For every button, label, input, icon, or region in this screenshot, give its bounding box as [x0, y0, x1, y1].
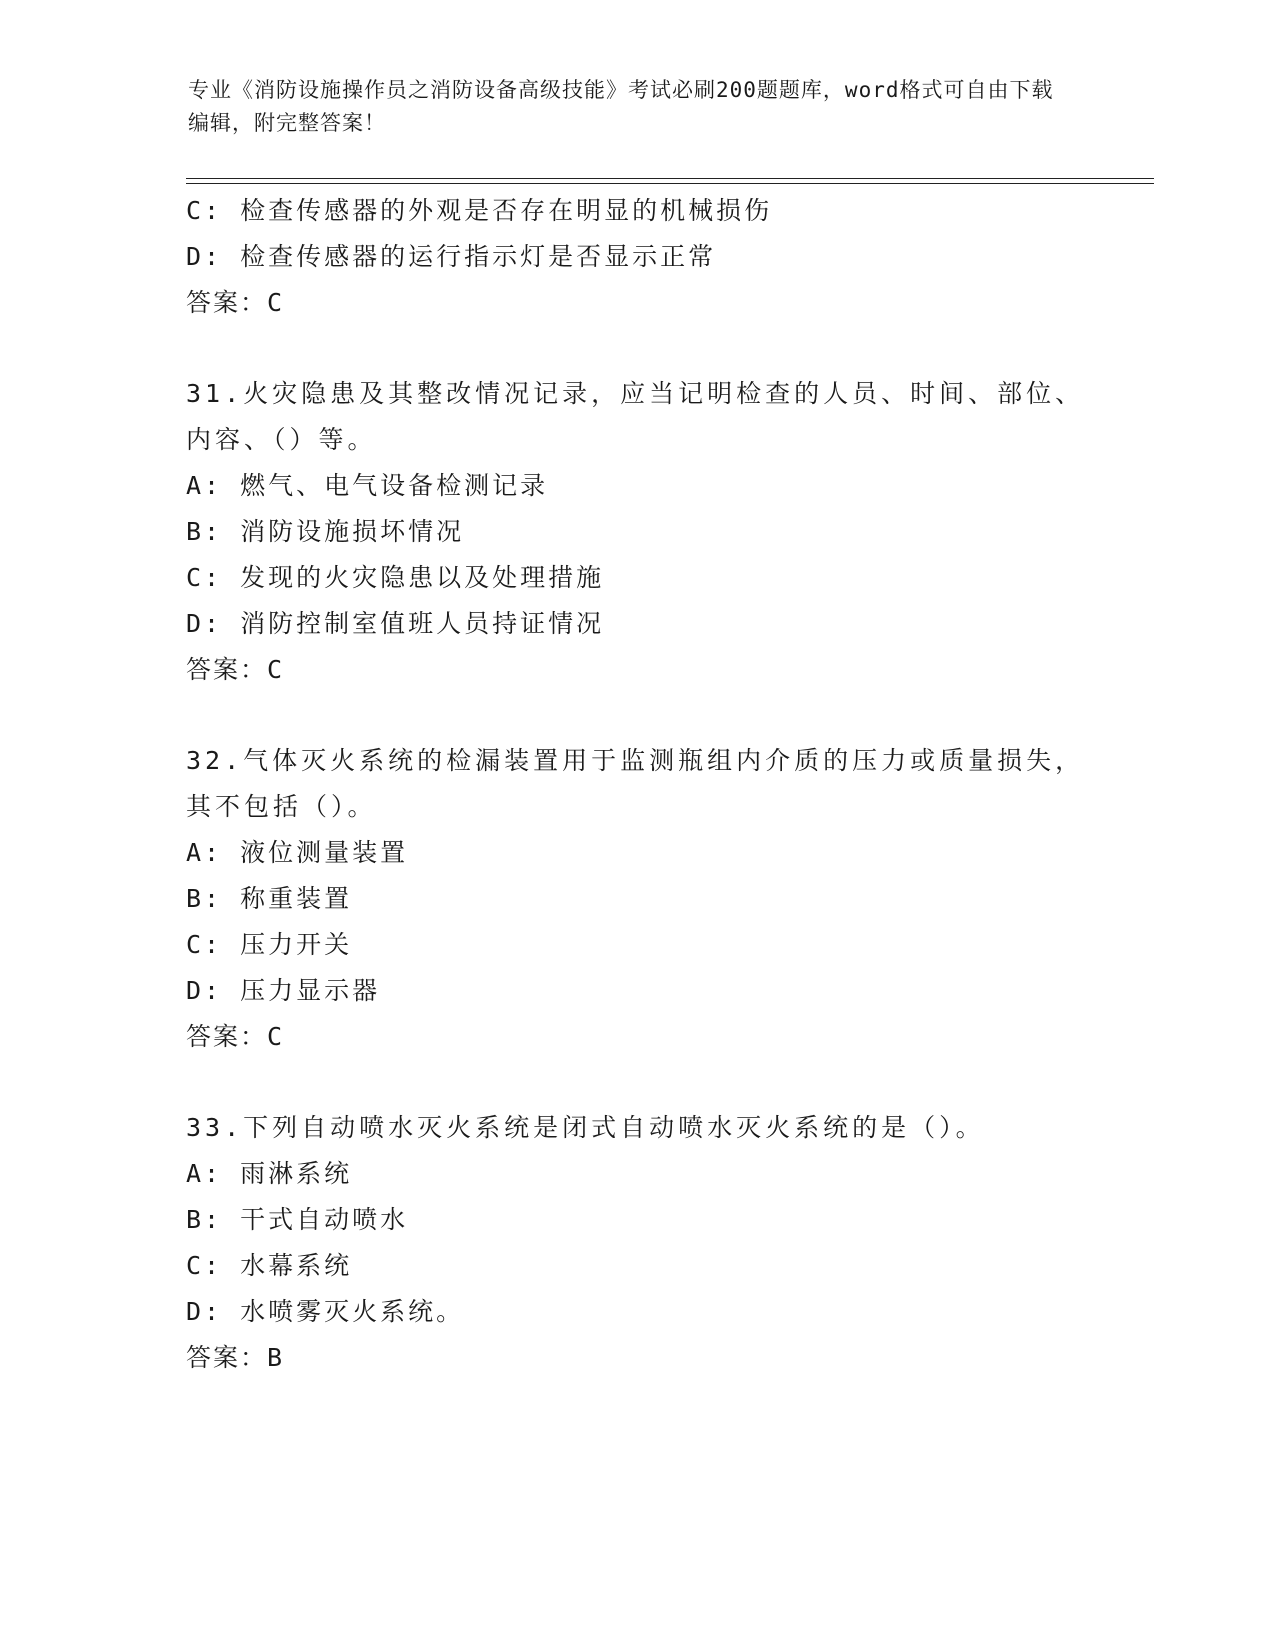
question-31	[186, 371, 1086, 693]
header-divider-bottom	[186, 183, 1154, 184]
answer-line: 答案：C	[186, 288, 285, 317]
question-33	[186, 1105, 1086, 1381]
question-32	[186, 738, 1086, 1060]
option-a: A: 燃气、电气设备检测记录	[186, 471, 549, 500]
option-b: B: 称重装置	[186, 884, 353, 913]
answer-line: 答案：B	[186, 1343, 285, 1372]
option-d: D: 水喷雾灭火系统。	[186, 1297, 465, 1326]
answer-line: 答案：C	[186, 1022, 285, 1051]
option-c: C: 发现的火灾隐患以及处理措施	[186, 563, 605, 592]
answer-line: 答案：C	[186, 655, 285, 684]
question-text: 33.下列自动喷水灭火系统是闭式自动喷水灭火系统的是（）。	[186, 1113, 985, 1142]
option-d: D: 消防控制室值班人员持证情况	[186, 609, 605, 638]
previous-question-tail	[186, 188, 1086, 326]
option-a: A: 液位测量装置	[186, 838, 409, 867]
option-c: C: 检查传感器的外观是否存在明显的机械损伤	[186, 196, 773, 225]
option-c: C: 水幕系统	[186, 1251, 353, 1280]
option-b: B: 消防设施损坏情况	[186, 517, 465, 546]
question-text: 32.气体灭火系统的检漏装置用于监测瓶组内介质的压力或质量损失，其不包括（）。	[186, 746, 1085, 821]
document-body	[186, 188, 1086, 1381]
option-d: D: 压力显示器	[186, 976, 381, 1005]
option-b: B: 干式自动喷水	[186, 1205, 409, 1234]
header-divider-top	[186, 178, 1154, 179]
option-d: D: 检查传感器的运行指示灯是否显示正常	[186, 242, 717, 271]
option-c: C: 压力开关	[186, 930, 353, 959]
option-a: A: 雨淋系统	[186, 1159, 353, 1188]
question-text: 31.火灾隐患及其整改情况记录，应当记明检查的人员、时间、部位、内容、（）等。	[186, 379, 1085, 454]
document-header: 专业《消防设施操作员之消防设备高级技能》考试必刷200题题库，word格式可自由下载编辑，附完整答案！	[188, 78, 1054, 135]
